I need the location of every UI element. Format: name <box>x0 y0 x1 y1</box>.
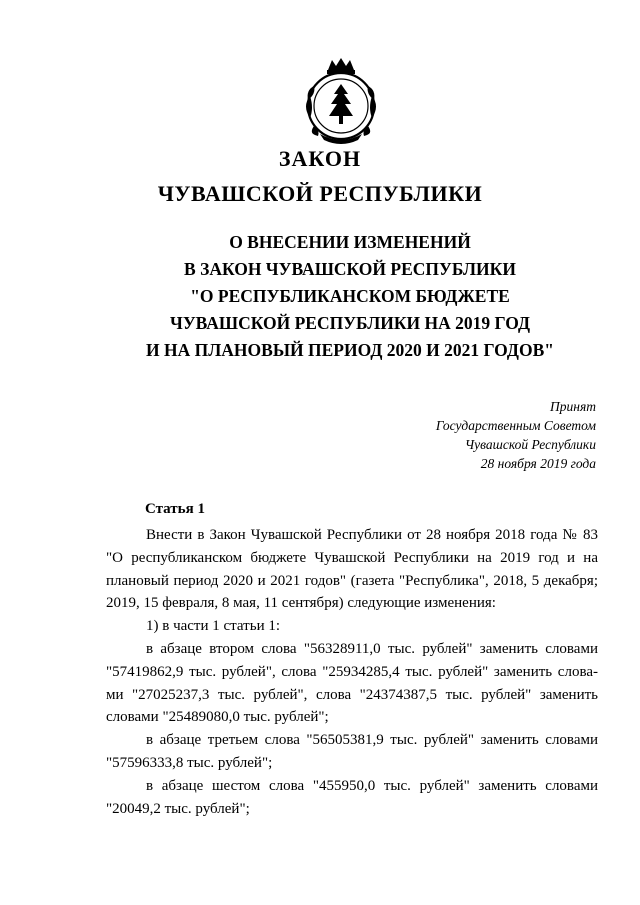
body-line: "57419862,9 тыс. рублей", слова "25934285,4 тыс. рублей" заменить слова- <box>106 663 598 680</box>
body-line: плановый период 2020 и 2021 годов" (газета "Республика", 2018, 5 декабря; <box>106 572 598 589</box>
subject-line: В ЗАКОН ЧУВАШСКОЙ РЕСПУБЛИКИ <box>184 259 516 279</box>
body-line: в абзаце втором слова "56328911,0 тыс. рублей" заменить словами <box>146 640 598 657</box>
body-line: в абзаце третьем слова "56505381,9 тыс. рублей" заменить словами <box>146 732 598 749</box>
law-title: ЗАКОН <box>278 146 362 171</box>
body-line: 2019, 15 февраля, 8 мая, 11 сентября) следующие изменения: <box>106 595 496 612</box>
adoption-line: Государственным Советом <box>435 418 596 433</box>
adoption-date: 28 ноября 2019 года <box>480 456 596 471</box>
subject-line: "О РЕСПУБЛИКАНСКОМ БЮДЖЕТЕ <box>190 286 510 306</box>
subject-line: И НА ПЛАНОВЫЙ ПЕРИОД 2020 И 2021 ГОДОВ" <box>146 340 554 360</box>
subject-line: О ВНЕСЕНИИ ИЗМЕНЕНИЙ <box>229 232 471 252</box>
adoption-line: Чувашской Республики <box>464 437 596 452</box>
body-line: "57596333,8 тыс. рублей"; <box>106 754 273 771</box>
republic-title: ЧУВАШСКОЙ РЕСПУБЛИКИ <box>157 181 483 206</box>
adoption-note <box>356 397 596 473</box>
article-heading: Статья 1 <box>145 501 205 517</box>
law-subject <box>80 229 620 364</box>
body-line: 1) в части 1 статьи 1: <box>146 618 281 635</box>
body-line: Внести в Закон Чувашской Республики от 28 ноября 2018 года № 83 <box>146 527 598 543</box>
subject-line: ЧУВАШСКОЙ РЕСПУБЛИКИ НА 2019 ГОД <box>170 313 530 333</box>
coat-of-arms-emblem <box>298 56 384 144</box>
adoption-line: Принят <box>550 399 596 414</box>
body-line: ми "27025237,3 тыс. рублей", слова "24374387,5 тыс. рублей" заменить <box>106 686 598 703</box>
body-line: словами "25489080,0 тыс. рублей"; <box>106 709 329 726</box>
article-body <box>106 524 598 820</box>
body-line: "20049,2 тыс. рублей"; <box>106 800 250 817</box>
body-line: в абзаце шестом слова "455950,0 тыс. рублей" заменить словами <box>146 777 598 794</box>
body-line: "О республиканском бюджете Чувашской Республики на 2019 год и на <box>106 549 598 566</box>
